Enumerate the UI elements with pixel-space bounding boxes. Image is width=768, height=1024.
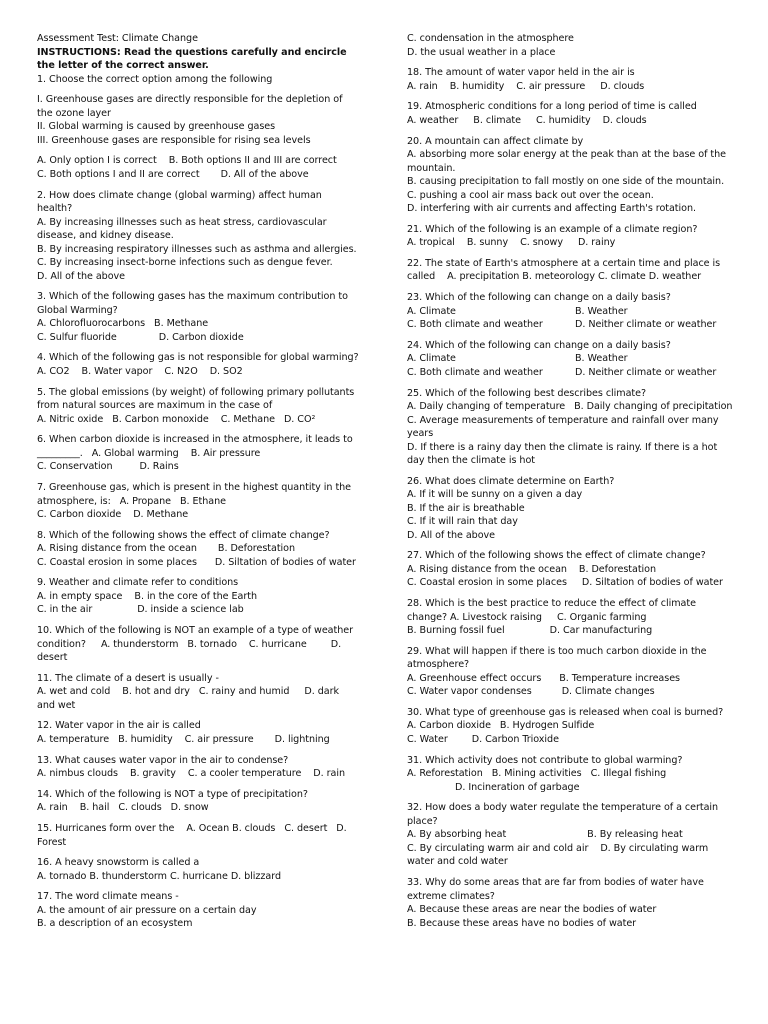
question-line: 1. Choose the correct option among the following [37, 73, 273, 85]
question-line: C. Carbon dioxide D. Methane [37, 509, 189, 520]
question-block [37, 386, 359, 427]
question-line: A. Because these areas are near the bodies of water [407, 904, 657, 915]
question-line: A. Rising distance from the ocean B. Deforestation [407, 563, 657, 575]
question-line: C. If it will rain that day [407, 516, 518, 528]
question-line: 30. What type of greenhouse gas is released when coal is burned? A. Carbon dioxide B. Hydrogen Sulfide [407, 706, 733, 732]
question-line: 24. Which of the following can change on a daily basis? [407, 339, 671, 351]
question-block [37, 73, 359, 87]
question-block [407, 32, 733, 59]
question-line: D. All of the above [37, 270, 125, 282]
question-line: 2. How does climate change (global warming) affect human health? [37, 189, 325, 215]
left-column [37, 32, 368, 938]
question-line: D. interfering with air currents and affecting Earth's rotation. [407, 203, 696, 215]
question-line: C. pushing a cool air mass back out over the ocean. [407, 189, 654, 201]
question-line: 31. Which activity does not contribute to global warming? [407, 754, 683, 766]
question-line: 18. The amount of water vapor held in the air is [407, 67, 635, 79]
question-line: A. rain B. hail C. clouds D. snow [37, 802, 209, 814]
question-line: 14. Which of the following is NOT a type of precipitation? [37, 788, 308, 800]
left-question-list [37, 73, 368, 931]
question-line: 13. What causes water vapor in the air to condense? [37, 754, 289, 766]
question-block [37, 719, 359, 746]
question-line: A. Chlorofluorocarbons B. Methane [37, 318, 209, 330]
question-line: C. By circulating warm air and cold air D. By circulating warm water and cold water [407, 842, 712, 868]
question-line: 9. Weather and climate refer to conditions [37, 577, 239, 589]
question-line: C. Coastal erosion in some places D. Siltation of bodies of water [37, 556, 356, 568]
answer-option: C. Both climate and weather [407, 366, 543, 378]
question-line: A. temperature B. humidity C. air pressure D. lightning [37, 733, 330, 745]
question-line: D. Incineration of garbage [407, 781, 580, 793]
question-line: C. Water D. Carbon Trioxide [407, 733, 559, 745]
question-row [407, 352, 733, 366]
question-line: 28. Which is the best practice to reduce the effect of climate change? A. Livestock raising C. Organic farming [407, 598, 699, 623]
question-block [37, 754, 359, 781]
question-block [37, 351, 368, 378]
question-line: 4. Which of the following gas is not responsible for global warming? A. CO2 B. Water vapor C. N2O D. SO2 [37, 352, 368, 377]
question-line: 25. Which of the following best describes climate? [407, 387, 647, 399]
question-block [37, 189, 359, 284]
question-block [37, 672, 359, 713]
answer-option: B. Weather [575, 305, 628, 317]
question-block [407, 597, 733, 638]
question-line: C. condensation in the atmosphere [407, 33, 574, 44]
question-line: A. weather B. climate C. humidity D. clouds [407, 114, 647, 126]
question-line: A. tropical B. sunny C. snowy D. rainy [407, 237, 616, 249]
question-line: A. If it will be sunny on a given a day [407, 489, 583, 501]
question-block [407, 549, 733, 590]
answer-option: A. Climate [407, 353, 456, 365]
question-line: D. All of the above [407, 529, 495, 541]
question-line: C. Sulfur fluoride D. Carbon dioxide [37, 331, 244, 343]
instructions: INSTRUCTIONS: Read the questions carefully and encircle the letter of the correct answer. [37, 46, 350, 71]
question-block [37, 290, 359, 344]
question-line: A. rain B. humidity C. air pressure D. clouds [407, 80, 645, 92]
question-line: 15. Hurricanes form over the A. Ocean B. clouds C. desert D. Forest [37, 823, 350, 848]
right-column [407, 32, 733, 937]
question-block [407, 66, 733, 93]
question-line: 10. Which of the following is NOT an example of a type of weather condition? A. thunderstorm B. tornado C. hurricane D. desert [37, 625, 356, 664]
question-block [407, 876, 733, 930]
question-block [407, 801, 733, 869]
question-row [407, 339, 733, 353]
question-block [407, 291, 733, 332]
question-block [37, 822, 359, 849]
question-block [407, 135, 733, 216]
question-line: B. Because these areas have no bodies of water [407, 917, 637, 929]
question-line: 7. Greenhouse gas, which is present in the highest quantity in the atmosphere, is: A. Propane B. Ethane [37, 482, 355, 507]
question-line: 23. Which of the following can change on a daily basis? [407, 292, 671, 304]
question-block [407, 645, 733, 699]
question-line: A. Daily changing of temperature B. Daily changing of precipitation [407, 401, 733, 412]
right-question-list [407, 32, 733, 930]
question-line: C. Conservation D. Rains [37, 461, 179, 473]
question-line: 33. Why do some areas that are far from bodies of water have extreme climates? [407, 877, 707, 902]
question-block [37, 433, 359, 474]
answer-option: C. Both climate and weather [407, 319, 543, 331]
question-block [407, 100, 733, 127]
question-line: 6. When carbon dioxide is increased in the atmosphere, it leads to _________. A. Global warming B. Air pressure [37, 434, 356, 459]
question-line: 3. Which of the following gases has the maximum contribution to Global Warming? [37, 291, 351, 316]
question-line: A. Nitric oxide B. Carbon monoxide C. Methane D. CO² [37, 413, 316, 425]
question-line: 22. The state of Earth's atmosphere at a certain time and place is called A. precipitation B. meteorology C. climate D. weather [407, 257, 724, 283]
question-line: A. Only option I is correct B. Both options II and III are correct [37, 155, 337, 167]
question-row [407, 318, 733, 332]
question-block [37, 856, 359, 883]
question-line: D. the usual weather in a place [407, 46, 556, 58]
question-line: III. Greenhouse gases are responsible for rising sea levels [37, 134, 311, 146]
question-line: B. If the air is breathable [407, 502, 525, 514]
page-title: Assessment Test: Climate Change [37, 33, 198, 44]
question-line: A. wet and cold B. hot and dry C. rainy and humid D. dark and wet [37, 686, 343, 711]
question-row [407, 291, 733, 305]
question-line: B. By increasing respiratory illnesses such as asthma and allergies. [37, 243, 357, 255]
answer-option: D. Neither climate or weather [575, 366, 717, 378]
question-line: 8. Which of the following shows the effect of climate change? [37, 529, 330, 541]
answer-option: B. Weather [575, 353, 628, 365]
question-line: D. If there is a rainy day then the climate is rainy. If there is a hot day then the climate is hot [407, 441, 721, 466]
question-line: 27. Which of the following shows the effect of climate change? [407, 550, 706, 562]
question-block [37, 576, 359, 617]
question-line: 19. Atmospheric conditions for a long period of time is called [407, 101, 697, 113]
question-block [407, 387, 733, 468]
question-line: A. Reforestation B. Mining activities C. Illegal fishing [407, 768, 667, 780]
question-block [37, 890, 359, 931]
question-line: 20. A mountain can affect climate by [407, 135, 584, 147]
question-line: A. tornado B. thunderstorm C. hurricane D. blizzard [37, 870, 281, 882]
question-line: C. Water vapor condenses D. Climate changes [407, 686, 655, 698]
question-block [407, 706, 733, 747]
question-block [37, 93, 359, 147]
question-block [37, 481, 359, 522]
answer-option: A. Climate [407, 305, 456, 317]
question-block [407, 223, 733, 250]
question-line: B. Burning fossil fuel D. Car manufacturing [407, 625, 653, 637]
question-line: 32. How does a body water regulate the temperature of a certain place? [407, 802, 722, 827]
question-line: A. Greenhouse effect occurs B. Temperature increases [407, 672, 680, 684]
question-block [37, 624, 359, 665]
question-block [37, 529, 359, 570]
question-line: C. By increasing insect-borne infections such as dengue fever. [37, 257, 333, 269]
question-line: C. Coastal erosion in some places D. Siltation of bodies of water [407, 577, 723, 589]
question-block [37, 154, 359, 181]
question-line: A. Rising distance from the ocean B. Deforestation [37, 543, 296, 555]
question-line: A. nimbus clouds B. gravity C. a cooler temperature D. rain [37, 768, 346, 780]
question-block [37, 788, 359, 815]
question-line: A. By increasing illnesses such as heat stress, cardiovascular disease, and kidney disease. [37, 216, 330, 242]
question-line: 17. The word climate means - [37, 891, 179, 903]
question-line: 16. A heavy snowstorm is called a [37, 857, 200, 869]
question-row [407, 366, 733, 380]
question-line: C. Average measurements of temperature and rainfall over many years [407, 414, 722, 439]
question-block [407, 339, 733, 380]
question-line: C. in the air D. inside a science lab [37, 604, 244, 616]
question-line: 26. What does climate determine on Earth? [407, 475, 615, 487]
question-line: 21. Which of the following is an example of a climate region? [407, 223, 698, 235]
question-line: A. the amount of air pressure on a certain day [37, 904, 257, 916]
question-block [407, 754, 733, 795]
question-line: B. a description of an ecosystem [37, 918, 193, 930]
answer-option: D. Neither climate or weather [575, 319, 717, 331]
question-row [407, 305, 733, 319]
question-line: A. absorbing more solar energy at the peak than at the base of the mountain. [407, 149, 729, 174]
question-line: 11. The climate of a desert is usually - [37, 672, 219, 684]
question-line: 5. The global emissions (by weight) of following primary pollutants from natural sources are maximum in the case of [37, 386, 358, 412]
question-line: B. causing precipitation to fall mostly on one side of the mountain. [407, 176, 725, 188]
question-line: 29. What will happen if there is too much carbon dioxide in the atmosphere? [407, 645, 710, 671]
question-block [407, 475, 733, 543]
question-line: A. in empty space B. in the core of the Earth [37, 590, 257, 602]
question-line: II. Global warming is caused by greenhouse gases [37, 121, 276, 133]
question-block [407, 257, 733, 284]
question-line: A. By absorbing heat B. By releasing heat [407, 829, 683, 841]
question-line: I. Greenhouse gases are directly responsible for the depletion of the ozone layer [37, 94, 346, 119]
question-line: 12. Water vapor in the air is called [37, 720, 201, 732]
question-line: C. Both options I and II are correct D. All of the above [37, 168, 309, 180]
